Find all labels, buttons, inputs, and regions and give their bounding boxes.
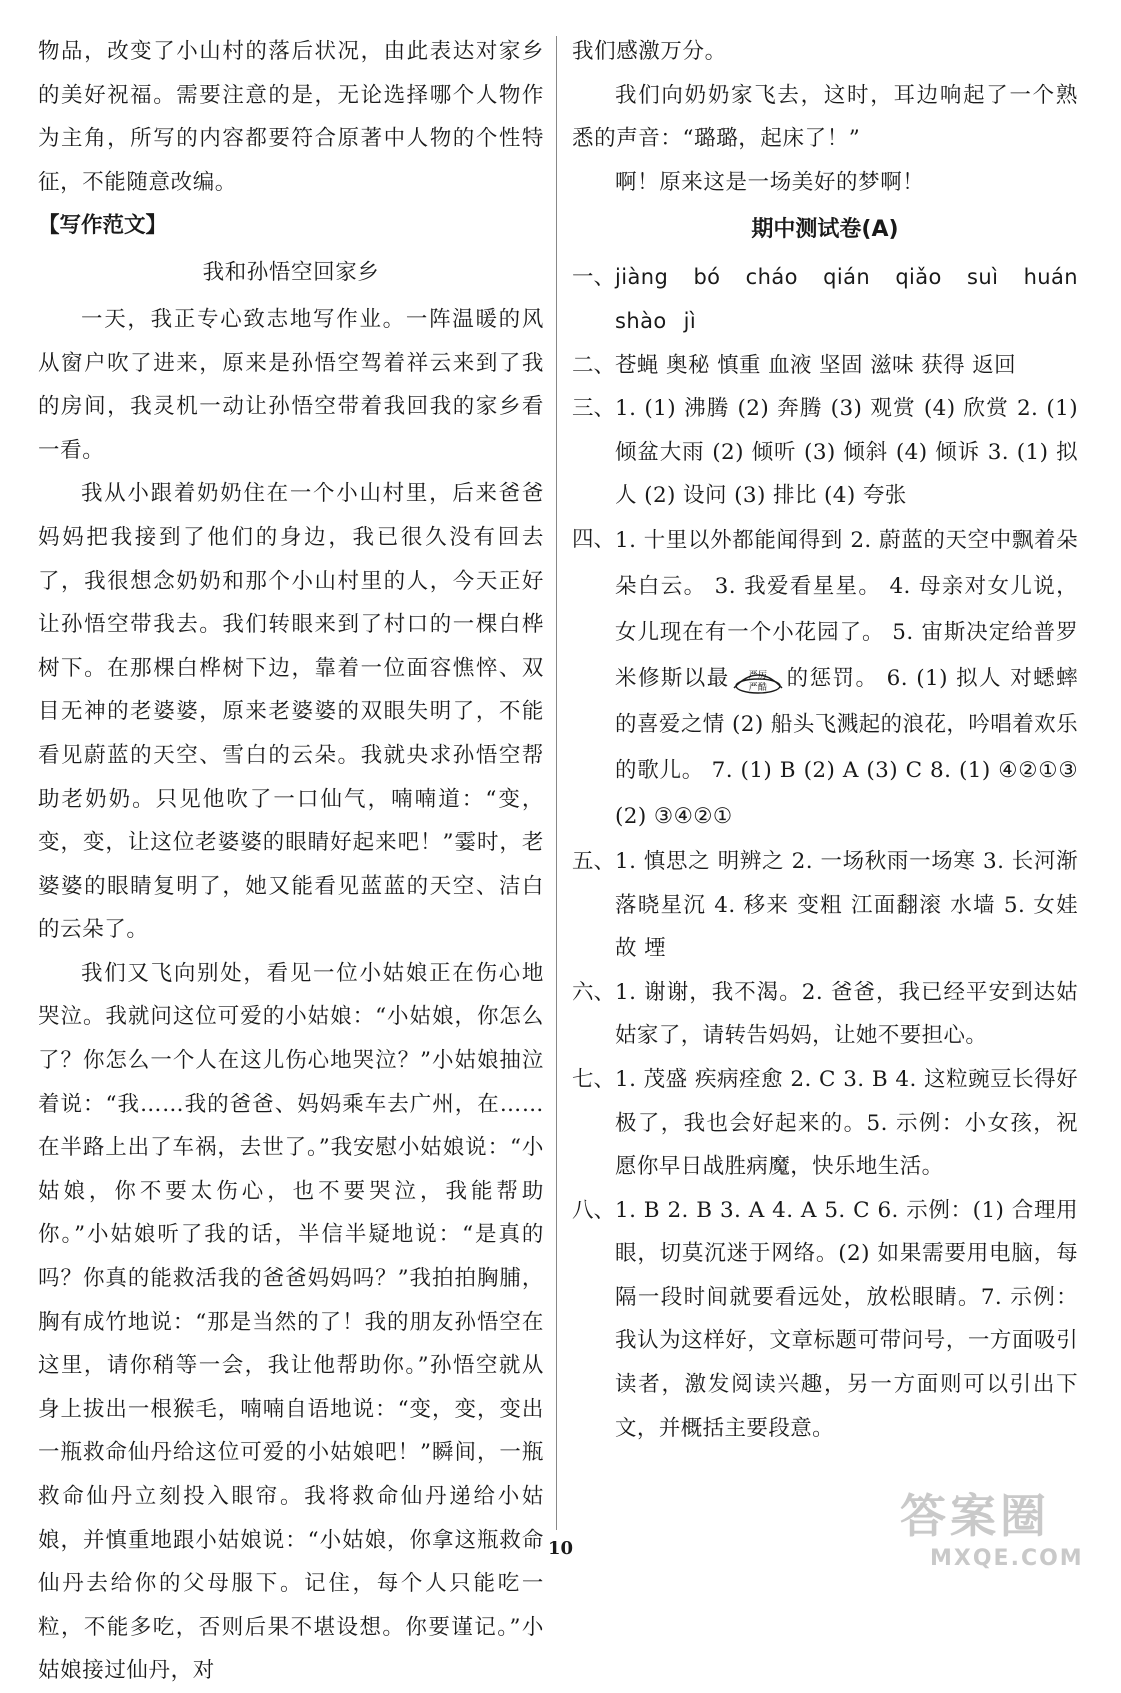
word-choice-top: 严厉	[748, 670, 768, 681]
answer-item	[572, 387, 1078, 518]
answer-number: 四、	[572, 526, 616, 552]
answer-item	[572, 1058, 1078, 1189]
section-label: 【写作范文】	[38, 213, 168, 239]
answer-number: 三、	[572, 396, 616, 422]
answer-text: 1. B 2. B 3. A 4. A 5. C 6. 示例：(1) 合理用眼，切莫沉迷于网络。(2) 如果需要用电脑，每隔一段时间就要看远处，放松眼睛。7. 示例：我认为这样好，文章标题可带问号，一方面吸引读者，激发阅读兴趣，另一方面则可以引出下文，并概括主要段意。	[615, 1197, 1078, 1441]
answer-item	[572, 256, 1078, 343]
answer-number: 七、	[572, 1066, 616, 1092]
answer-number: 五、	[572, 848, 616, 874]
word-choice-bottom: 严酷	[748, 682, 768, 693]
answer-text-part: 的惩罚。 6. (1) 拟人 对蟋蟀的喜爱之情 (2) 船头飞溅起的浪花，吟唱着欢乐的歌儿。 7. (1) B (2) A (3) C 8. (1) ④②①③ (2) ③④②①	[615, 665, 1078, 829]
essay-paragraph: 我从小跟着奶奶住在一个小山村里，后来爸爸妈妈把我接到了他们的身边，我已很久没有回去了，我很想念奶奶和那个小山村里的人，今天正好让孙悟空带我去。我们转眼来到了村口的一棵白桦树下。在那棵白桦树下边，靠着一位面容憔悴、双目无神的老婆婆，原来老婆婆的双眼失明了，不能看见蔚蓝的天空、雪白的云朵。我就央求孙悟空帮助老奶奶。只见他吹了一口仙气，喃喃道：“变，变，变，让这位老婆婆的眼睛好起来吧！”霎时，老婆婆的眼睛复明了，她又能看见蓝蓝的天空、洁白的云朵了。	[38, 481, 544, 943]
essay-title: 我和孙悟空回家乡	[202, 259, 380, 285]
essay-paragraph: 一天，我正专心致志地写作业。一阵温暖的风从窗户吹了进来，原来是孙悟空驾着祥云来到了我的房间，我灵机一动让孙悟空带着我回我的家乡看一看。	[38, 306, 544, 463]
essay-paragraph: 我们感激万分。	[572, 39, 727, 64]
answer-text: 1. 茂盛 疾病痊愈 2. C 3. B 4. 这粒豌豆长得好极了，我也会好起来的。5. 示例：小女孩，祝愿你早日战胜病魔，快乐地生活。	[615, 1066, 1078, 1180]
page-number: 10	[547, 1538, 574, 1559]
answer-text: jiàng bó cháo qián qiǎo suì huán shào jì	[615, 265, 1078, 333]
answer-number: 八、	[572, 1197, 616, 1223]
essay-paragraph: 我们向奶奶家飞去，这时，耳边响起了一个熟悉的声音：“璐璐，起床了！”	[572, 82, 1078, 152]
essay-paragraph: 啊！原来这是一场美好的梦啊！	[615, 169, 925, 195]
answer-item	[572, 840, 1078, 971]
essay-paragraph: 我们又飞向别处，看见一位小姑娘正在伤心地哭泣。我就问这位可爱的小姑娘：“小姑娘，你怎么了？你怎么一个人在这儿伤心地哭泣？”小姑娘抽泣着说：“我……我的爸爸、妈妈乘车去广州，在……在半路上出了车祸，去世了。”我安慰小姑娘说：“小姑娘，你不要太伤心，也不要哭泣，我能帮助你。”小姑娘听了我的话，半信半疑地说：“是真的吗？你真的能救活我的爸爸妈妈吗？”我拍拍胸脯，胸有成竹地说：“那是当然的了！我的朋友孙悟空在这里，请你稍等一会，我让他帮助你。”孙悟空就从身上拔出一根猴毛，喃喃自语地说：“变，变，变出一瓶救命仙丹给这位可爱的小姑娘吧！”瞬间，一瓶救命仙丹立刻投入眼帘。我将救命仙丹递给小姑娘，并慎重地跟小姑娘说：“小姑娘，你拿这瓶救命仙丹去给你的父母服下。记住，每个人只能吃一粒，不能多吃，否则后果不堪设想。你要谨记。”小姑娘接过仙丹，对	[38, 960, 544, 1684]
answer-text: 1. (1) 沸腾 (2) 奔腾 (3) 观赏 (4) 欣赏 2. (1) 倾盆大雨 (2) 倾听 (3) 倾斜 (4) 倾诉 3. (1) 拟人 (2) 设问 (3) 排比 (4) 夸张	[615, 396, 1078, 509]
answer-number: 六、	[572, 979, 616, 1005]
column-divider	[556, 36, 557, 1530]
watermark-logo: 答案圈	[900, 1489, 1050, 1543]
answer-number: 二、	[572, 352, 616, 378]
answer-text: 1. 慎思之 明辨之 2. 一场秋雨一场寒 3. 长河渐落晓星沉 4. 移来 变粗 江面翻滚 水墙 5. 女娃 故 堙	[615, 848, 1078, 962]
answer-text: 苍蝇 奥秘 慎重 血液 坚固 滋味 获得 返回	[615, 352, 1017, 378]
watermark	[900, 1480, 1110, 1590]
intro-paragraph: 物品，改变了小山村的落后状况，由此表达对家乡的美好祝福。需要注意的是，无论选择哪个人物作为主角，所写的内容都要符合原著中人物的个性特征，不能随意改编。	[38, 39, 544, 195]
word-choice-icon	[730, 664, 786, 694]
answer-text	[615, 518, 1078, 840]
watermark-url: MXQE.COM	[930, 1546, 1084, 1571]
answer-text-part: 1. 十里以外都能闻得到 2. 蔚蓝的天空中飘着朵朵白云。 3. 我爱看星星。 4. 母亲对女儿说，女儿现在有一个小花园了。 5. 宙斯决定给普罗米修斯以最	[615, 527, 1078, 691]
answer-number: 一、	[572, 265, 616, 291]
left-column	[38, 30, 544, 1693]
answer-text: 1. 谢谢，我不渴。2. 爸爸，我已经平安到达姑姑家了，请转告妈妈，让她不要担心。	[615, 979, 1078, 1049]
section-title: 期中测试卷(A)	[751, 217, 899, 243]
answer-item	[572, 518, 1078, 840]
answer-item	[572, 1189, 1078, 1451]
answer-item	[572, 971, 1078, 1058]
answer-item	[572, 344, 1078, 388]
right-column	[572, 30, 1078, 1450]
